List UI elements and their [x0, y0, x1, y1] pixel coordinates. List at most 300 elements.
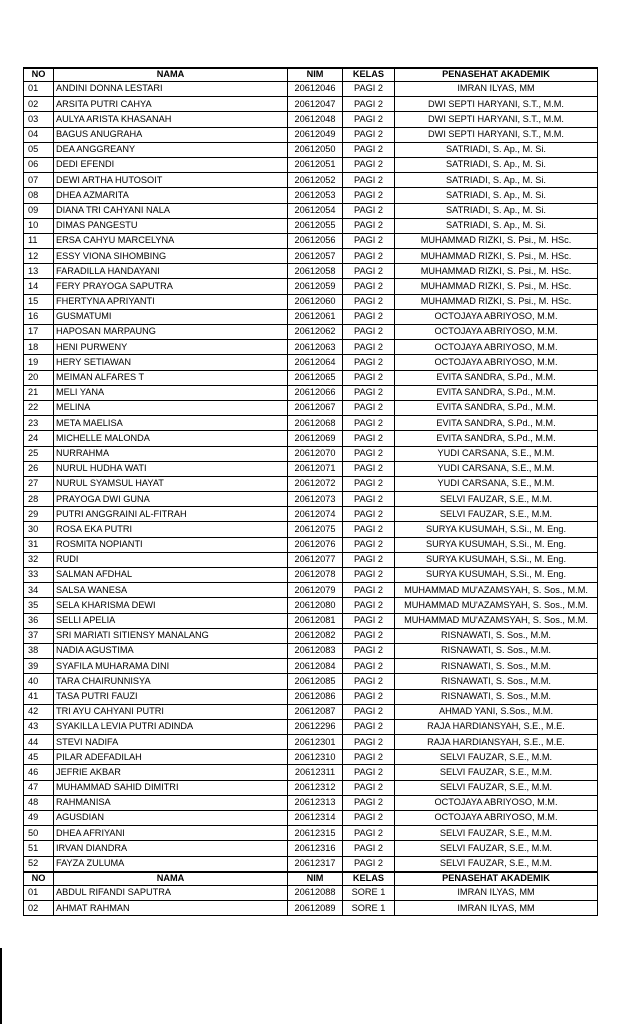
cell-penasehat-akademik: YUDI CARSANA, S.E., M.M.	[395, 476, 598, 491]
cell-kelas: PAGI 2	[343, 628, 395, 643]
header-penasehat-akademik: PENASEHAT AKADEMIK	[395, 68, 598, 82]
cell-no: 35	[24, 598, 54, 613]
cell-kelas: PAGI 2	[343, 385, 395, 400]
cell-kelas: PAGI 2	[343, 157, 395, 172]
cell-penasehat-akademik: DWI SEPTI HARYANI, S.T., M.M.	[395, 112, 598, 127]
table-row	[24, 765, 598, 780]
cell-nim: 20612071	[288, 461, 343, 476]
table-row	[24, 355, 598, 370]
cell-penasehat-akademik: IMRAN ILYAS, MM	[395, 901, 598, 916]
cell-penasehat-akademik: SELVI FAUZAR, S.E., M.M.	[395, 856, 598, 871]
cell-no: 16	[24, 309, 54, 324]
cell-penasehat-akademik: MUHAMMAD MU'AZAMSYAH, S. Sos., M.M.	[395, 613, 598, 628]
cell-nama: HENI PURWENY	[54, 340, 288, 355]
cell-kelas: PAGI 2	[343, 173, 395, 188]
cell-nim: 20612051	[288, 157, 343, 172]
cell-nama: SALSA WANESA	[54, 583, 288, 598]
header-nim: NIM	[288, 68, 343, 82]
table-row	[24, 157, 598, 172]
cell-nama: ERSA CAHYU MARCELYNA	[54, 233, 288, 248]
cell-nama: NURRAHMA	[54, 446, 288, 461]
cell-kelas: PAGI 2	[343, 127, 395, 142]
cell-nim: 20612073	[288, 492, 343, 507]
cell-no: 01	[24, 82, 54, 97]
cell-penasehat-akademik: MUHAMMAD RIZKI, S. Psi., M. HSc.	[395, 279, 598, 294]
table-body	[24, 886, 598, 916]
cell-kelas: PAGI 2	[343, 309, 395, 324]
cell-penasehat-akademik: EVITA SANDRA, S.Pd., M.M.	[395, 400, 598, 415]
cell-kelas: PAGI 2	[343, 325, 395, 340]
cell-kelas: PAGI 2	[343, 552, 395, 567]
cell-no: 34	[24, 583, 54, 598]
cell-penasehat-akademik: SELVI FAUZAR, S.E., M.M.	[395, 780, 598, 795]
table-row	[24, 233, 598, 248]
cell-penasehat-akademik: DWI SEPTI HARYANI, S.T., M.M.	[395, 127, 598, 142]
table-row	[24, 431, 598, 446]
cell-kelas: PAGI 2	[343, 780, 395, 795]
table-row	[24, 309, 598, 324]
cell-nim: 20612084	[288, 659, 343, 674]
cell-nim: 20612075	[288, 522, 343, 537]
cell-penasehat-akademik: SURYA KUSUMAH, S.Si., M. Eng.	[395, 537, 598, 552]
table-row	[24, 203, 598, 218]
table-row	[24, 97, 598, 112]
cell-no: 04	[24, 127, 54, 142]
cell-kelas: PAGI 2	[343, 674, 395, 689]
table-row	[24, 340, 598, 355]
header-penasehat-akademik: PENASEHAT AKADEMIK	[395, 872, 598, 886]
header-kelas: KELAS	[343, 68, 395, 82]
cell-no: 22	[24, 400, 54, 415]
cell-penasehat-akademik: OCTOJAYA ABRIYOSO, M.M.	[395, 811, 598, 826]
cell-no: 51	[24, 841, 54, 856]
header-nim: NIM	[288, 872, 343, 886]
cell-nama: NURUL HUDHA WATI	[54, 461, 288, 476]
cell-nama: SYAFILA MUHARAMA DINI	[54, 659, 288, 674]
cell-kelas: PAGI 2	[343, 82, 395, 97]
cell-penasehat-akademik: IMRAN ILYAS, MM	[395, 886, 598, 901]
cell-no: 25	[24, 446, 54, 461]
table-row	[24, 750, 598, 765]
cell-nama: FAYZA ZULUMA	[54, 856, 288, 871]
cell-nama: DHEA AZMARITA	[54, 188, 288, 203]
cell-kelas: PAGI 2	[343, 340, 395, 355]
cell-no: 28	[24, 492, 54, 507]
cell-penasehat-akademik: MUHAMMAD RIZKI, S. Psi., M. HSc.	[395, 249, 598, 264]
cell-nama: RUDI	[54, 552, 288, 567]
cell-no: 14	[24, 279, 54, 294]
cell-no: 02	[24, 97, 54, 112]
cell-nim: 20612081	[288, 613, 343, 628]
cell-nama: AGUSDIAN	[54, 811, 288, 826]
cell-penasehat-akademik: MUHAMMAD RIZKI, S. Psi., M. HSc.	[395, 294, 598, 309]
cell-penasehat-akademik: EVITA SANDRA, S.Pd., M.M.	[395, 431, 598, 446]
cell-no: 23	[24, 416, 54, 431]
scan-edge-line	[0, 948, 2, 1024]
cell-nim: 20612296	[288, 719, 343, 734]
cell-nama: TASA PUTRI FAUZI	[54, 689, 288, 704]
table-row	[24, 370, 598, 385]
cell-penasehat-akademik: RISNAWATI, S. Sos., M.M.	[395, 659, 598, 674]
cell-kelas: PAGI 2	[343, 856, 395, 871]
cell-kelas: SORE 1	[343, 886, 395, 901]
cell-penasehat-akademik: SATRIADI, S. Ap., M. Si.	[395, 173, 598, 188]
cell-nim: 20612085	[288, 674, 343, 689]
cell-nim: 20612046	[288, 82, 343, 97]
cell-penasehat-akademik: OCTOJAYA ABRIYOSO, M.M.	[395, 325, 598, 340]
cell-kelas: PAGI 2	[343, 689, 395, 704]
cell-no: 07	[24, 173, 54, 188]
table-row	[24, 583, 598, 598]
cell-nim: 20612047	[288, 97, 343, 112]
cell-nim: 20612063	[288, 340, 343, 355]
cell-nim: 20612062	[288, 325, 343, 340]
table-row	[24, 735, 598, 750]
table-row	[24, 476, 598, 491]
table-row	[24, 719, 598, 734]
cell-no: 12	[24, 249, 54, 264]
cell-kelas: PAGI 2	[343, 416, 395, 431]
cell-penasehat-akademik: OCTOJAYA ABRIYOSO, M.M.	[395, 309, 598, 324]
cell-penasehat-akademik: SATRIADI, S. Ap., M. Si.	[395, 203, 598, 218]
table-row	[24, 826, 598, 841]
cell-penasehat-akademik: SATRIADI, S. Ap., M. Si.	[395, 218, 598, 233]
cell-nim: 20612072	[288, 476, 343, 491]
cell-kelas: PAGI 2	[343, 750, 395, 765]
cell-nim: 20612050	[288, 142, 343, 157]
cell-penasehat-akademik: SELVI FAUZAR, S.E., M.M.	[395, 750, 598, 765]
cell-nama: MELI YANA	[54, 385, 288, 400]
cell-penasehat-akademik: SATRIADI, S. Ap., M. Si.	[395, 157, 598, 172]
cell-nim: 20612315	[288, 826, 343, 841]
cell-nama: MEIMAN ALFARES T	[54, 370, 288, 385]
cell-kelas: PAGI 2	[343, 643, 395, 658]
cell-nama: IRVAN DIANDRA	[54, 841, 288, 856]
cell-kelas: PAGI 2	[343, 97, 395, 112]
cell-no: 46	[24, 765, 54, 780]
cell-nama: ARSITA PUTRI CAHYA	[54, 97, 288, 112]
cell-nama: FARADILLA HANDAYANI	[54, 264, 288, 279]
cell-nim: 20612052	[288, 173, 343, 188]
cell-nama: MELINA	[54, 400, 288, 415]
cell-nama: DEA ANGGREANY	[54, 142, 288, 157]
table-row	[24, 901, 598, 916]
cell-kelas: PAGI 2	[343, 598, 395, 613]
cell-penasehat-akademik: SURYA KUSUMAH, S.Si., M. Eng.	[395, 568, 598, 583]
cell-no: 09	[24, 203, 54, 218]
cell-kelas: PAGI 2	[343, 811, 395, 826]
cell-nim: 20612079	[288, 583, 343, 598]
cell-no: 45	[24, 750, 54, 765]
cell-penasehat-akademik: EVITA SANDRA, S.Pd., M.M.	[395, 385, 598, 400]
cell-nama: FERY PRAYOGA SAPUTRA	[54, 279, 288, 294]
cell-kelas: PAGI 2	[343, 218, 395, 233]
cell-nama: ABDUL RIFANDI SAPUTRA	[54, 886, 288, 901]
cell-nim: 20612076	[288, 537, 343, 552]
cell-nama: SALMAN AFDHAL	[54, 568, 288, 583]
cell-nama: DHEA AFRIYANI	[54, 826, 288, 841]
cell-kelas: PAGI 2	[343, 355, 395, 370]
table-row	[24, 142, 598, 157]
cell-nim: 20612061	[288, 309, 343, 324]
cell-nim: 20612055	[288, 218, 343, 233]
table-row	[24, 856, 598, 871]
cell-no: 44	[24, 735, 54, 750]
cell-penasehat-akademik: SATRIADI, S. Ap., M. Si.	[395, 188, 598, 203]
cell-nama: ESSY VIONA SIHOMBING	[54, 249, 288, 264]
cell-no: 08	[24, 188, 54, 203]
cell-kelas: PAGI 2	[343, 795, 395, 810]
cell-nama: PILAR ADEFADILAH	[54, 750, 288, 765]
cell-kelas: PAGI 2	[343, 659, 395, 674]
cell-penasehat-akademik: OCTOJAYA ABRIYOSO, M.M.	[395, 340, 598, 355]
cell-no: 21	[24, 385, 54, 400]
cell-nama: TRI AYU CAHYANI PUTRI	[54, 704, 288, 719]
cell-penasehat-akademik: SURYA KUSUMAH, S.Si., M. Eng.	[395, 552, 598, 567]
table-row	[24, 674, 598, 689]
cell-nim: 20612070	[288, 446, 343, 461]
table-row	[24, 127, 598, 142]
cell-nama: SELA KHARISMA DEWI	[54, 598, 288, 613]
table-row	[24, 112, 598, 127]
cell-no: 27	[24, 476, 54, 491]
cell-nim: 20612089	[288, 901, 343, 916]
cell-kelas: PAGI 2	[343, 537, 395, 552]
header-no: NO	[24, 872, 54, 886]
table-row	[24, 188, 598, 203]
cell-nama: RAHMANISA	[54, 795, 288, 810]
cell-no: 19	[24, 355, 54, 370]
cell-penasehat-akademik: SURYA KUSUMAH, S.Si., M. Eng.	[395, 522, 598, 537]
cell-nim: 20612067	[288, 400, 343, 415]
cell-kelas: PAGI 2	[343, 203, 395, 218]
cell-nim: 20612082	[288, 628, 343, 643]
cell-no: 38	[24, 643, 54, 658]
cell-no: 40	[24, 674, 54, 689]
table-row	[24, 689, 598, 704]
cell-nim: 20612087	[288, 704, 343, 719]
cell-no: 29	[24, 507, 54, 522]
cell-no: 37	[24, 628, 54, 643]
table-row	[24, 400, 598, 415]
cell-no: 39	[24, 659, 54, 674]
cell-nim: 20612317	[288, 856, 343, 871]
table-row	[24, 446, 598, 461]
cell-kelas: SORE 1	[343, 901, 395, 916]
cell-kelas: PAGI 2	[343, 704, 395, 719]
table-row	[24, 294, 598, 309]
cell-no: 10	[24, 218, 54, 233]
cell-nama: BAGUS ANUGRAHA	[54, 127, 288, 142]
cell-no: 01	[24, 886, 54, 901]
cell-kelas: PAGI 2	[343, 461, 395, 476]
cell-nim: 20612053	[288, 188, 343, 203]
cell-penasehat-akademik: RAJA HARDIANSYAH, S.E., M.E.	[395, 719, 598, 734]
cell-nama: META MAELISA	[54, 416, 288, 431]
cell-nama: NADIA AGUSTIMA	[54, 643, 288, 658]
cell-penasehat-akademik: RAJA HARDIANSYAH, S.E., M.E.	[395, 735, 598, 750]
cell-no: 32	[24, 552, 54, 567]
cell-penasehat-akademik: RISNAWATI, S. Sos., M.M.	[395, 674, 598, 689]
cell-kelas: PAGI 2	[343, 476, 395, 491]
cell-nama: HAPOSAN MARPAUNG	[54, 325, 288, 340]
cell-nama: TARA CHAIRUNNISYA	[54, 674, 288, 689]
cell-penasehat-akademik: OCTOJAYA ABRIYOSO, M.M.	[395, 795, 598, 810]
cell-nim: 20612049	[288, 127, 343, 142]
cell-nama: SRI MARIATI SITIENSY MANALANG	[54, 628, 288, 643]
cell-nim: 20612083	[288, 643, 343, 658]
cell-no: 13	[24, 264, 54, 279]
table-row	[24, 522, 598, 537]
cell-no: 17	[24, 325, 54, 340]
cell-kelas: PAGI 2	[343, 765, 395, 780]
cell-penasehat-akademik: MUHAMMAD RIZKI, S. Psi., M. HSc.	[395, 233, 598, 248]
cell-no: 42	[24, 704, 54, 719]
cell-nim: 20612059	[288, 279, 343, 294]
cell-no: 20	[24, 370, 54, 385]
cell-nim: 20612078	[288, 568, 343, 583]
cell-kelas: PAGI 2	[343, 719, 395, 734]
cell-nama: NURUL SYAMSUL HAYAT	[54, 476, 288, 491]
student-table-pagi	[23, 67, 598, 872]
cell-no: 43	[24, 719, 54, 734]
cell-penasehat-akademik: SELVI FAUZAR, S.E., M.M.	[395, 507, 598, 522]
cell-kelas: PAGI 2	[343, 568, 395, 583]
cell-no: 50	[24, 826, 54, 841]
cell-nama: DIMAS PANGESTU	[54, 218, 288, 233]
cell-penasehat-akademik: MUHAMMAD MU'AZAMSYAH, S. Sos., M.M.	[395, 598, 598, 613]
cell-nama: DEWI ARTHA HUTOSOIT	[54, 173, 288, 188]
cell-nama: AHMAT RAHMAN	[54, 901, 288, 916]
cell-no: 52	[24, 856, 54, 871]
cell-penasehat-akademik: EVITA SANDRA, S.Pd., M.M.	[395, 370, 598, 385]
cell-no: 03	[24, 112, 54, 127]
cell-nim: 20612057	[288, 249, 343, 264]
table-row	[24, 628, 598, 643]
table-row	[24, 886, 598, 901]
table-header-row	[24, 68, 598, 82]
cell-kelas: PAGI 2	[343, 142, 395, 157]
cell-nim: 20612316	[288, 841, 343, 856]
cell-penasehat-akademik: MUHAMMAD RIZKI, S. Psi., M. HSc.	[395, 264, 598, 279]
table-row	[24, 461, 598, 476]
table-row	[24, 82, 598, 97]
cell-kelas: PAGI 2	[343, 112, 395, 127]
cell-kelas: PAGI 2	[343, 264, 395, 279]
cell-nim: 20612056	[288, 233, 343, 248]
table-header-row	[24, 872, 598, 886]
cell-nim: 20612074	[288, 507, 343, 522]
table-row	[24, 416, 598, 431]
cell-nim: 20612048	[288, 112, 343, 127]
cell-penasehat-akademik: RISNAWATI, S. Sos., M.M.	[395, 628, 598, 643]
cell-penasehat-akademik: EVITA SANDRA, S.Pd., M.M.	[395, 416, 598, 431]
cell-no: 41	[24, 689, 54, 704]
table-row	[24, 659, 598, 674]
cell-no: 15	[24, 294, 54, 309]
cell-penasehat-akademik: RISNAWATI, S. Sos., M.M.	[395, 689, 598, 704]
cell-kelas: PAGI 2	[343, 522, 395, 537]
cell-nim: 20612301	[288, 735, 343, 750]
cell-nama: PUTRI ANGGRAINI AL-FITRAH	[54, 507, 288, 522]
table-row	[24, 492, 598, 507]
table-body	[24, 82, 598, 872]
cell-nim: 20612313	[288, 795, 343, 810]
cell-nim: 20612068	[288, 416, 343, 431]
table-row	[24, 218, 598, 233]
cell-nama: JEFRIE AKBAR	[54, 765, 288, 780]
cell-nama: MUHAMMAD SAHID DIMITRI	[54, 780, 288, 795]
cell-kelas: PAGI 2	[343, 279, 395, 294]
table-row	[24, 780, 598, 795]
cell-no: 30	[24, 522, 54, 537]
cell-kelas: PAGI 2	[343, 370, 395, 385]
cell-penasehat-akademik: SELVI FAUZAR, S.E., M.M.	[395, 765, 598, 780]
table-row	[24, 264, 598, 279]
cell-kelas: PAGI 2	[343, 826, 395, 841]
table-row	[24, 568, 598, 583]
cell-no: 11	[24, 233, 54, 248]
cell-kelas: PAGI 2	[343, 188, 395, 203]
cell-no: 02	[24, 901, 54, 916]
cell-penasehat-akademik: SATRIADI, S. Ap., M. Si.	[395, 142, 598, 157]
cell-kelas: PAGI 2	[343, 735, 395, 750]
cell-nim: 20612086	[288, 689, 343, 704]
cell-kelas: PAGI 2	[343, 446, 395, 461]
cell-no: 06	[24, 157, 54, 172]
table-row	[24, 249, 598, 264]
cell-nama: ROSA EKA PUTRI	[54, 522, 288, 537]
cell-kelas: PAGI 2	[343, 613, 395, 628]
cell-penasehat-akademik: YUDI CARSANA, S.E., M.M.	[395, 461, 598, 476]
cell-nama: PRAYOGA DWI GUNA	[54, 492, 288, 507]
cell-no: 24	[24, 431, 54, 446]
cell-no: 48	[24, 795, 54, 810]
cell-kelas: PAGI 2	[343, 400, 395, 415]
cell-no: 33	[24, 568, 54, 583]
table-row	[24, 841, 598, 856]
cell-nim: 20612077	[288, 552, 343, 567]
cell-nim: 20612311	[288, 765, 343, 780]
cell-nim: 20612080	[288, 598, 343, 613]
cell-nama: SELLI APELIA	[54, 613, 288, 628]
table-row	[24, 552, 598, 567]
cell-no: 31	[24, 537, 54, 552]
cell-nama: DIANA TRI CAHYANI NALA	[54, 203, 288, 218]
table-row	[24, 811, 598, 826]
cell-nama: STEVI NADIFA	[54, 735, 288, 750]
table-row	[24, 598, 598, 613]
cell-nim: 20612058	[288, 264, 343, 279]
cell-no: 36	[24, 613, 54, 628]
table-row	[24, 795, 598, 810]
cell-nama: HERY SETIAWAN	[54, 355, 288, 370]
table-row	[24, 507, 598, 522]
cell-nim: 20612065	[288, 370, 343, 385]
header-nama: NAMA	[54, 872, 288, 886]
table-row	[24, 279, 598, 294]
cell-nim: 20612064	[288, 355, 343, 370]
cell-nim: 20612054	[288, 203, 343, 218]
cell-nama: ROSMITA NOPIANTI	[54, 537, 288, 552]
cell-penasehat-akademik: SELVI FAUZAR, S.E., M.M.	[395, 826, 598, 841]
cell-kelas: PAGI 2	[343, 249, 395, 264]
cell-nim: 20612310	[288, 750, 343, 765]
cell-nim: 20612060	[288, 294, 343, 309]
cell-no: 47	[24, 780, 54, 795]
cell-kelas: PAGI 2	[343, 583, 395, 598]
student-table-sore	[23, 871, 598, 916]
